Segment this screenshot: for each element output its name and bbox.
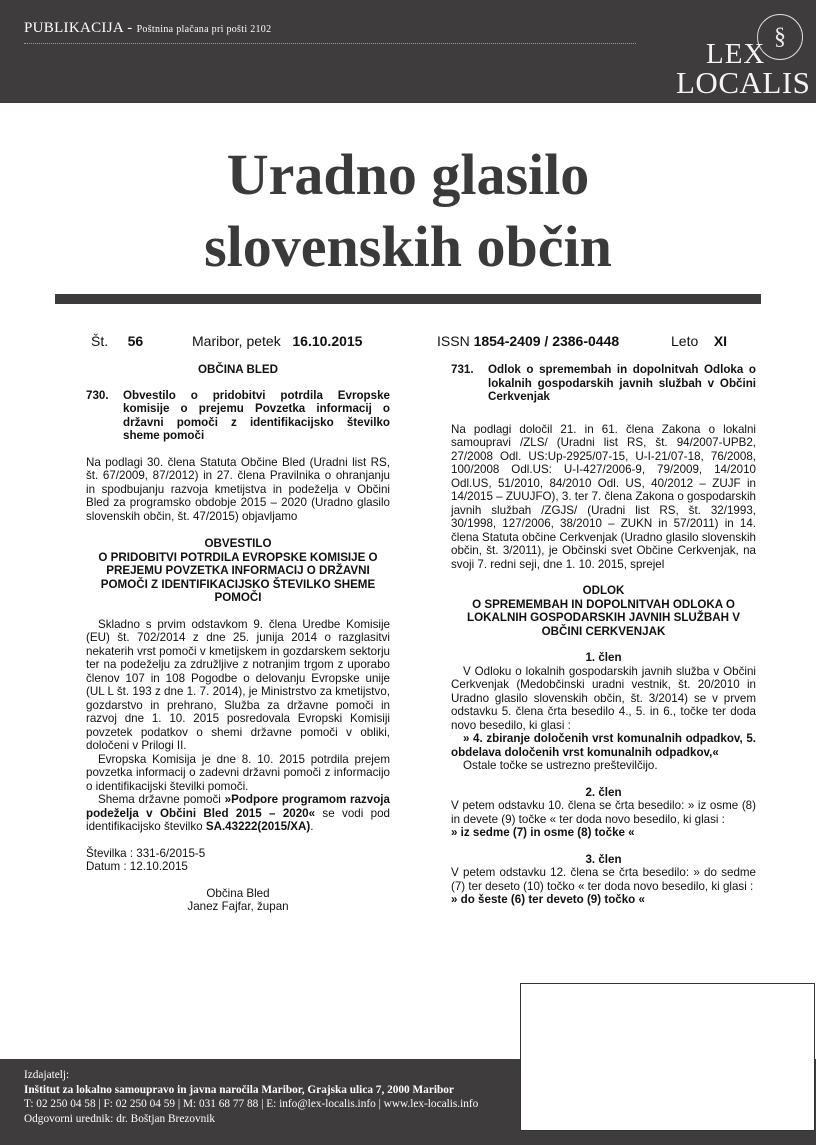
clen-1-rest: Ostale točke se ustrezno preštevilčijo.: [463, 759, 658, 772]
clen-3-text: V petem odstavku 12. člena se črta besedilo: » do sedme (7) ter deseto (10) točko « ter doda novo besedilo, ki glasi :: [451, 866, 756, 893]
section-sign-icon: §: [757, 14, 803, 60]
header-dotted-line: [24, 43, 636, 44]
signature-municipality: Občina Bled: [206, 886, 270, 900]
item-731: 731. Odlok o spremembah in dopolnitvah Odloka o lokalnih gospodarskih javnih službah v Občini Cerkvenjak: [451, 363, 756, 403]
clen-2-heading: 2. člen: [585, 785, 622, 799]
issue-number: Št. 56: [91, 333, 144, 349]
left-datum: Datum : 12.10.2015: [86, 860, 188, 873]
left-para1: Skladno s prvim odstavkom 9. člena Uredbe Komisije (EU) št. 702/2014 z dne 25. junija 2014 o razglasitvi nekaterih vrst pomoči v kmetijskem in gozdarskem sektorju ter na podeželju za združljive z notranjim trgom z uporabo členov 107 in 108 Pogodbe o delovanju Evropske unije (UL L št. 193 z dne 1. 7. 2014), je Ministrstvo za kmetijstvo, gozdarstvo in prehrano, Služba za državne pomoči in razvoj dne 1. 10. 2015 posredovala Evropski Komisiji povzetek podatkov o shemi državne pomoči v obliki, določeni v Prilogi II.: [86, 617, 390, 752]
footer-contacts: T: 02 250 04 58 | F: 02 250 04 59 | M: 031 68 77 88 | E: info@lex-localis.info | www.lex-localis.info: [24, 1098, 479, 1110]
page-title-line2: slovenskih občin: [204, 214, 612, 279]
clen-1-text: V Odloku o lokalnih gospodarskih javnih služba v Občini Cerkvenjak (Medobčinski uradni vestnik, št. 20/2010 in Uradno glasilo slovenskih občin, št. 3/2014) se v prvem odstavku 5. člena črta besedilo 4., 5. in 6., točke ter doda novo besedilo, ki glasi :: [451, 664, 756, 732]
item-730: 730. Obvestilo o pridobitvi potrdila Evropske komisije o prejemu Povzetka informacij o državni pomoči z identifikacijsko številko sheme pomoči: [86, 388, 390, 442]
clen-3-heading: 3. člen: [585, 852, 622, 866]
clen-1-bold: » 4. zbiranje določenih vrst komunalnih odpadkov, 5. obdelava določenih vrst komunalnih odpadkov,«: [451, 732, 756, 759]
postage-note: Poštnina plačana pri pošti 2102: [136, 24, 272, 35]
title-rule: [55, 294, 761, 304]
left-heading: OBVESTILO: [204, 537, 272, 550]
logo-lex: LEX: [706, 38, 766, 70]
signature-mayor: Janez Fajfar, župan: [187, 900, 289, 913]
left-preamble: Na podlagi 30. člena Statuta Občine Bled (Uradni list RS, št. 67/2009, 87/2012) in 27. člena Pravilnika o ohranjanju in spodbujanju razvoja kmetijstva in podeželja v Občini Bled za programsko obdobje 2015 – 2020 (Uradno glasilo slovenskih občin, št. 47/2015) objavljamo: [86, 455, 390, 523]
right-column: [451, 363, 756, 907]
footer-publisher-label: Izdajatelj:: [24, 1069, 70, 1081]
footer-editor: Odgovorni urednik: dr. Boštjan Brezovnik: [24, 1112, 216, 1125]
footer-publisher: Inštitut za lokalno samoupravo in javna naročila Maribor, Grajska ulica 7, 2000 Maribor: [24, 1083, 454, 1096]
item-730-title: Obvestilo o pridobitvi potrdila Evropske komisije o prejemu Povzetka informacij o državni pomoči z identifikacijsko številko sheme pomoči: [123, 388, 390, 442]
clen-2-bold: » iz sedme (7) in osme (8) točke «: [451, 826, 635, 839]
left-subheading: O PRIDOBITVI POTRDILA EVROPSKE KOMISIJE O PREJEMU POVZETKA INFORMACIJ O DRŽAVNI POMOČI Z IDENTIFIKACIJSKO ŠTEVILKO SHEME POMOČI: [98, 550, 378, 604]
logo-localis: LOCALIS: [676, 65, 811, 100]
left-stevilka: Številka : 331-6/2015-5: [86, 846, 206, 860]
left-column: [86, 363, 390, 914]
issue-date: Maribor, petek 16.10.2015: [192, 333, 363, 349]
item-731-title: Odlok o spremembah in dopolnitvah Odloka o lokalnih gospodarskih javnih službah v Občini Cerkvenjak: [488, 363, 756, 403]
header-bar: [0, 0, 816, 103]
municipality-heading: OBČINA BLED: [197, 363, 279, 376]
clen-1-heading: 1. člen: [585, 651, 622, 664]
right-preamble: Na podlagi določil 21. in 61. člena Zakona o lokalni samoupravi /ZLS/ (Uradni list RS, št. 94/2007-UPB2, 27/2008 Odl. US:Up-2925/07-15, U-I-21/07-18, 76/2008, 100/2008 Odl.US: U-I-427/2006-9, 79/2009, 14/2010 Odl.US, 51/2010, 84/2010 Odl. US, 40/2012 – ZUJF in 14/2015 – ZUUJFO), 3. ter 7. člena Zakona o gospodarskih javnih službah /ZGJS/ (Uradni list RS, št. 32/1993, 30/1998, 127/2006, 38/2010 – ZUKN in 57/2011) in 14. člena Statuta občine Cerkvenjak (Uradno glasilo slovenskih občin, št. 3/2011), je Občinski svet Občine Cerkvenjak, na svoji 7. redni seji, dne 1. 10. 2015, sprejel: [451, 422, 756, 571]
year: Leto XI: [671, 333, 728, 349]
clen-3-bold: » do šeste (6) ter deveto (9) točko «: [451, 893, 645, 906]
right-heading: ODLOK: [582, 584, 625, 597]
left-para2: Evropska Komisija je dne 8. 10. 2015 potrdila prejem povzetka informacij o zadevni državni pomoči z informacijo o identifikacijski številki pomoči.: [86, 752, 390, 793]
address-box: [520, 983, 815, 1131]
left-para3: Shema državne pomoči »Podpore programom razvoja podeželja v Občini Bled 2015 – 2020« se vodi pod identifikacijsko številko SA.43222(2015/XA).: [86, 793, 390, 833]
page-title-line1: Uradno glasilo: [226, 142, 590, 207]
issn: ISSN 1854-2409 / 2386-0448: [437, 333, 620, 349]
publication-label: PUBLIKACIJA - Poštnina plačana pri pošti 2102: [24, 20, 272, 36]
right-subheading: O SPREMEMBAH IN DOPOLNITVAH ODLOKA O LOKALNIH GOSPODARSKIH JAVNIH SLUŽBAH V OBČINI CERKVENJAK: [467, 597, 740, 638]
clen-2-text: V petem odstavku 10. člena se črta besedilo: » iz osme (8) in devete (9) točke « ter doda novo besedilo, ki glasi :: [451, 799, 756, 826]
